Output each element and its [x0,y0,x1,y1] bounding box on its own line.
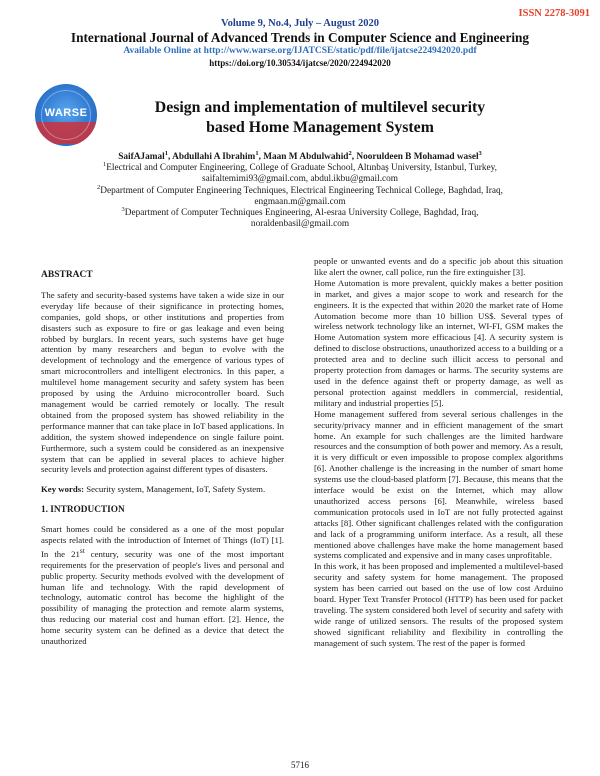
page-number: 5716 [291,760,309,770]
journal-title: International Journal of Advanced Trends in Computer Science and Engineering [70,30,530,45]
left-column [41,270,284,647]
introduction-heading: 1. INTRODUCTION [41,505,125,516]
affiliation-3-sup: 3 [121,205,125,213]
keywords [41,484,284,495]
affiliation-1-text: Electrical and Computer Engineering, College of Graduate School, Altınbaş University, Istanbul, Turkey, [106,163,497,174]
intro-paragraph-3: Home management suffered from several serious challenges in the security/privacy manner and in efficient management of the smart home. An example for such challenges are the limited hardware resources and the consumption of both power and memory. As a result, it is very difficult or even impossible to propose complex algorithms [6]. Another challenge is the increasing in the number of smart home systems use the cloud-based platform [7]. Because, this means that the interface would be exist on the Internet, which may allow unauthorized access persons [6]. Meanwhile, wireless based communication protocols used in IoT are not fully protected against attacks [8]. Other significant challenges related with the configuration and lack of a programming uniform interface. As a result, all these mentioned above challenges have make the home management based systems complicated and expensive and in many cases unprofitable. [314,408,563,561]
intro-p1-part-a: Smart homes could be considered as a one of the most popular aspects related with the introduction of Internet of Things (IoT) [1]. In the 21 [41,524,284,559]
intro-paragraph-1-cont: people or unwanted events and do a specific job about this situation like alert the owner, call police, run the fire extinguisher [3]. [314,256,563,277]
affiliation-1-sup: 1 [103,161,107,169]
keywords-label: Key words: [41,484,85,495]
affiliation-2 [30,183,570,197]
author-3-sup: 2 [348,149,352,157]
right-column [314,256,563,649]
author-sep: , [167,152,173,162]
logo-text: WARSE [44,107,88,119]
author-1: SaifAJamal [118,152,165,162]
email-3[interactable]: noraldenbasil@gmail.com [250,219,350,230]
affiliation-2-text: Department of Computer Engineering Techniques, Electrical Engineering Technical College, Baghdad, Iraq, [100,185,503,196]
intro-paragraph-2: Home Automation is more prevalent, quickly makes a better position in market, and gives a major scope to work and research for the engineers. It is the expected that within 2020 the market rate of Home Automation become more than 10 billion US$. Several types of wireless network technology like an internet, WI-FI, GSM makes the Home Automation system more efficacious [4]. A security system is defined to disclose obstructions, unauthorized access to a building or a protected area and to decline such illicit access to personal and property protection from damages or harms. The security systems are used in the defence against theft or property damage, as well as personal protection against meddlers in commercial, residential, military and industrial properties [5]. [314,277,563,408]
author-sep: , [258,152,264,162]
author-2: Abdullahi A Ibrahim [172,152,256,162]
intro-p1-part-b: century, security was one of the most important requirements for the preservation of people's lives and personal and public property. Security methods evolved with the development of human life and technology. With the rapid development of technology, automatic control has become the highlight of the possibility of managing the protection and remote alarm systems, thus reducing our material cost and human effort. [2]. Hence, the home security system can be defined as a device that detect the unauthorized [41,548,284,647]
affiliation-2-sup: 2 [97,183,101,191]
author-3: Maan M Abdulwahid [263,152,349,162]
author-4: Nooruldeen B Mohamad wasel [356,152,479,162]
journal-header [0,17,600,69]
paper-title: Design and implementation of multilevel security based Home Management System [154,99,486,136]
intro-p1-sup: st [79,546,85,555]
volume-info: Volume 9, No.4, July – August 2020 [220,18,379,29]
affiliation-1 [30,163,570,174]
email-2[interactable]: engmaan.m@gmail.com [254,196,346,207]
author-names [30,149,570,163]
author-2-sup: 1 [255,149,259,157]
warse-logo [35,84,97,146]
available-online-link[interactable]: Available Online at http://www.warse.org/IJATCSE/static/pdf/file/ijatcse224942020.pdf [123,46,477,56]
affiliation-3-text: Department of Computer Techniques Engineering, Al-esraa University College, Baghdad, Iraq, [124,208,479,219]
doi-link[interactable]: https://doi.org/10.30534/ijatcse/2020/224942020 [209,58,391,68]
author-block [30,149,570,230]
intro-paragraph-4: In this work, it has been proposed and implemented a multilevel-based security and safety system for home management. The proposed system has been carried out based on the use of low cost Arduino board. Hyper Text Transfer Protocol (HTTP) has been used for packet traveling. The system considered both level of security and safety with wide range of utilized sensors. The results of the proposed system showed significant reliability and flexibility in controlling the management of such system. The rest of the paper is formed [314,561,563,648]
intro-paragraph-1 [41,524,284,647]
author-sep: , [351,152,357,162]
abstract-body: The safety and security-based systems have taken a wide size in our everyday life because of their significance in protecting homes, companies, gold shops, or other institutions and properties from disasters such as exposure to fire or gas leakage and even being robbed by burglars. In recent years, such systems have get huge attention by many researchers and begun to evolve with the development of technology and the emergence of various types of smart microcontrollers and intelligent electronics. In this paper, a multilevel home management security and safety system has been proposed by using the Arduino microcontroller board. Such management would be carried remotely or locally. The result obtained from the proposed system has showed reliability in the performance manner that can take place in IoT based applications. In addition, the system showed independence on single failure point. Furthermore, such a system could be considered as an inexpensive system that can be applied in several places to achieve higher security levels and protection against different types of disasters. [41,289,284,475]
author-4-sup: 3 [478,149,482,157]
affiliation-3 [30,205,570,219]
abstract-heading: ABSTRACT [41,270,93,280]
author-1-sup: 1 [164,149,168,157]
issn: ISSN 2278-3091 [518,8,590,19]
email-1[interactable]: saifaltemimi93@gmail.com, abdul.ikbu@gmail.com [201,174,399,185]
keywords-text: Security system, Management, IoT, Safety System. [84,484,266,495]
